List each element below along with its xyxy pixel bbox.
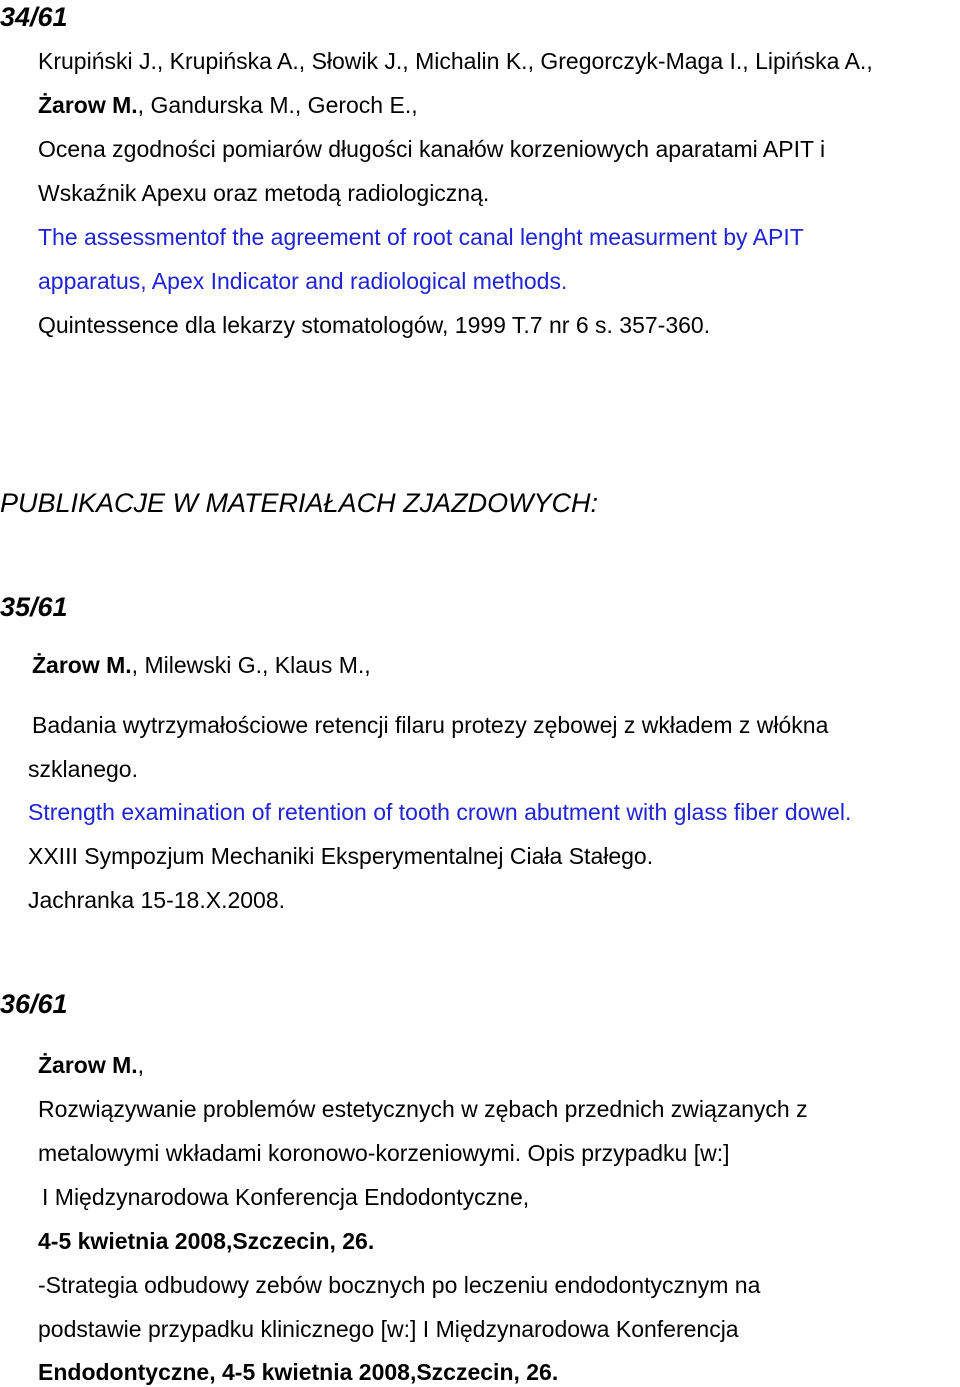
entry35-title-pl-line1: Badania wytrzymałościowe retencji filaru protezy zębowej z wkładem z włókna (32, 712, 829, 738)
entry-number-36: 36/61 (0, 989, 68, 1019)
entry35-author-bold: Żarow M. (32, 652, 132, 678)
entry34-source: Quintessence dla lekarzy stomatologów, 1999 T.7 nr 6 s. 357-360. (38, 312, 711, 338)
entry36-author-bold: Żarow M. (38, 1052, 138, 1078)
entry-number-35: 35/61 (0, 592, 68, 622)
entry36-conference1-date: 4-5 kwietnia 2008,Szczecin, 26. (38, 1228, 375, 1254)
entry34-authors-line2 (38, 90, 418, 120)
entry35-conference: XXIII Sympozjum Mechaniki Eksperymentalnej Ciała Stałego. (28, 843, 654, 869)
entry34-title-en-line2: apparatus, Apex Indicator and radiological methods. (38, 268, 568, 294)
entry36-title2-line2: podstawie przypadku klinicznego [w:] I Międzynarodowa Konferencja (38, 1316, 739, 1342)
entry34-author-bold: Żarow M. (38, 92, 138, 118)
entry34-title-pl-line1: Ocena zgodności pomiarów długości kanałów korzeniowych aparatami APIT i (38, 136, 826, 162)
entry34-title-en-line1: The assessmentof the agreement of root canal lenght measurment by APIT (38, 224, 804, 250)
entry34-title-pl-line2: Wskaźnik Apexu oraz metodą radiologiczną. (38, 180, 490, 206)
entry35-authors (32, 650, 371, 680)
entry34-authors-rest: , Gandurska M., Geroch E., (137, 92, 418, 118)
entry35-title-pl-line2: szklanego. (28, 756, 138, 782)
entry-number-34: 34/61 (0, 2, 68, 32)
entry36-title2-line1: -Strategia odbudowy zebów bocznych po leczeniu endodontycznym na (38, 1272, 761, 1298)
entry35-title-en: Strength examination of retention of tooth crown abutment with glass fiber dowel. (28, 799, 852, 825)
entry36-title1-line2: metalowymi wkładami koronowo-korzeniowymi. Opis przypadku [w:] (38, 1140, 730, 1166)
entry36-conference2: Endodontyczne, 4-5 kwietnia 2008,Szczecin, 26. (38, 1359, 559, 1385)
entry35-authors-rest: , Milewski G., Klaus M., (131, 652, 371, 678)
entry34-authors-line1: Krupiński J., Krupińska A., Słowik J., Michalin K., Gregorczyk-Maga I., Lipińska A., (38, 48, 873, 74)
entry35-place-date: Jachranka 15-18.X.2008. (28, 887, 286, 913)
entry36-authors-rest: , (137, 1052, 145, 1078)
entry36-conference1: I Międzynarodowa Konferencja Endodontyczne, (42, 1184, 530, 1210)
entry36-title1-line1: Rozwiązywanie problemów estetycznych w zębach przednich związanych z (38, 1096, 808, 1122)
section-heading: PUBLIKACJE W MATERIAŁACH ZJAZDOWYCH: (0, 488, 599, 518)
entry36-authors (38, 1050, 144, 1080)
